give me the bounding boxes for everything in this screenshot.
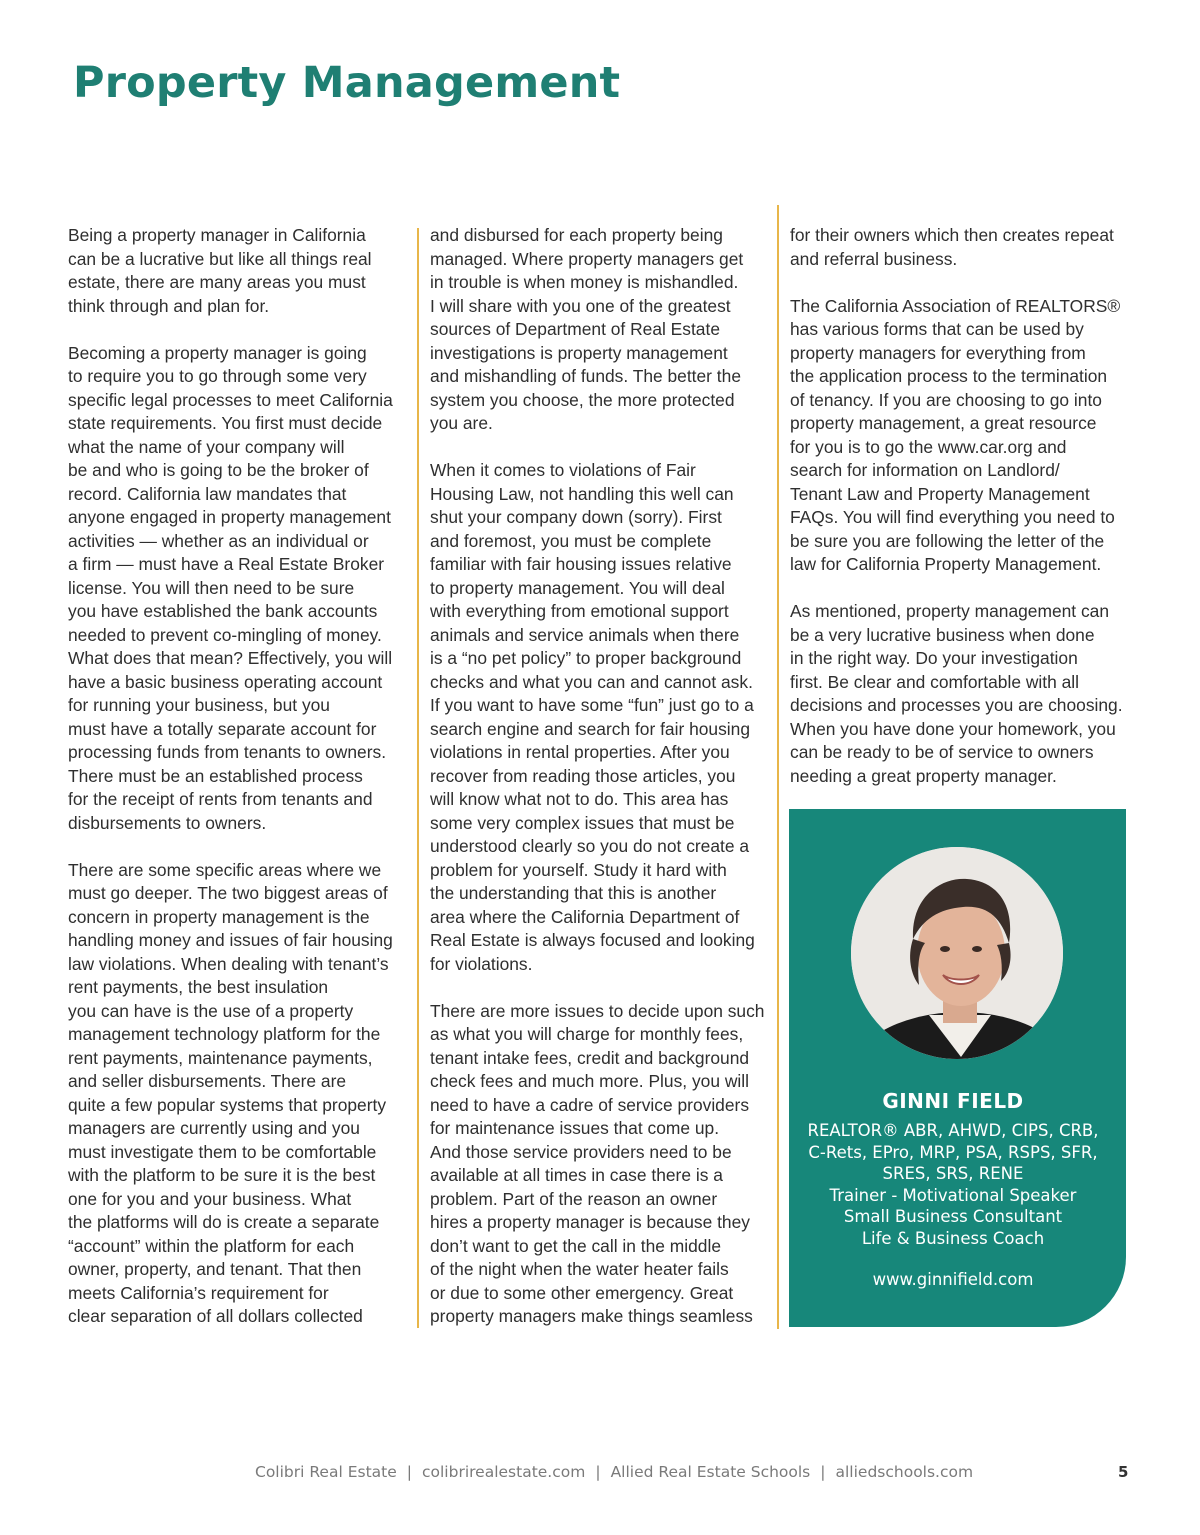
paragraph-line: for the receipt of rents from tenants and [68,789,373,809]
credential-line: REALTOR® ABR, AHWD, CIPS, CRB, [807,1121,1099,1140]
paragraph-line: activities — whether as an individual or [68,530,369,551]
paragraph-line: management technology platform for the [68,1024,381,1044]
column-divider [777,205,779,1329]
paragraph-line: one for you and your business. What [68,1188,352,1209]
author-portrait-icon [851,847,1063,1059]
paragraph-line: hires a property manager is because they [430,1212,750,1232]
page-title: Property Management [73,58,621,108]
paragraph-line: you are. [430,413,493,433]
paragraph-line: and mishandling of funds. The better the [430,366,741,386]
article-paragraph [68,342,410,836]
credential-line: Life & Business Coach [861,1228,1045,1248]
paragraph-line: have a basic business operating account [68,671,383,692]
paragraph-line: estate, there are many areas you must [68,272,366,292]
credential-line: SRES, SRS, RENE [882,1164,1024,1183]
paragraph-line: will know what not to do. This area has [430,789,729,809]
paragraph-line: must go deeper. The two biggest areas of [68,883,388,903]
paragraph-line: as what you will charge for monthly fees, [430,1024,744,1044]
paragraph-line: in the right way. Do your investigation [790,648,1078,668]
paragraph-line: managed. Where property managers get [430,248,744,269]
paragraph-line: needed to prevent co-mingling of money. [68,624,382,645]
paragraph-line: needing a great property manager. [790,765,1057,786]
paragraph-line: be a very lucrative business when done [790,624,1095,645]
paragraph-line: has various forms that can be used by [790,319,1084,339]
paragraph-line: I will share with you one of the greatest [430,295,731,316]
paragraph-line: for their owners which then creates repeat [790,225,1114,245]
paragraph-line: Real Estate is always focused and looking [430,930,755,950]
paragraph-line: and disbursed for each property being [430,225,723,245]
footer-text [255,1463,973,1481]
paragraph-line: with the platform to be sure it is the best [68,1165,376,1185]
article-paragraph [430,224,770,436]
paragraph-line: state requirements. You first must decide [68,413,383,433]
paragraph-line: owner, property, and tenant. That then [68,1259,362,1279]
paragraph-line: of the night when the water heater fails [430,1259,729,1279]
paragraph-line: some very complex issues that must be [430,812,735,833]
paragraph-line: for violations. [430,953,533,974]
paragraph-line: managers are currently using and you [68,1118,360,1138]
credential-line: Small Business Consultant [843,1207,1063,1226]
footer-separator: | [820,1463,826,1481]
article-paragraph [790,600,1135,788]
paragraph-line: be sure you are following the letter of the [790,530,1105,551]
paragraph-line: When it comes to violations of Fair [430,460,696,480]
credential-line: C-Rets, EPro, MRP, PSA, RSPS, SFR, [808,1142,1098,1162]
paragraph-line: check fees and much more. Plus, you will [430,1071,749,1091]
paragraph-line: There must be an established process [68,765,363,786]
footer-brand: Colibri Real Estate [255,1463,397,1481]
paragraph-line: clear separation of all dollars collected [68,1306,363,1326]
paragraph-line: problem for yourself. Study it hard with [430,859,727,880]
paragraph-line: can be a lucrative but like all things real [68,248,372,269]
paragraph-line: law violations. When dealing with tenant’s [68,953,389,974]
footer-link[interactable]: colibrirealestate.com [422,1463,586,1481]
paragraph-line: disbursements to owners. [68,812,267,833]
paragraph-line: quite a few popular systems that property [68,1094,387,1115]
paragraph-line: record. California law mandates that [68,483,347,504]
paragraph-line: the application process to the termination [790,366,1108,386]
article-column-1 [68,224,410,1329]
paragraph-line: available at all times in case there is a [430,1165,723,1185]
paragraph-line: Housing Law, not handling this well can [430,483,734,504]
paragraph-line: Being a property manager in California [68,225,366,245]
footer-separator: | [406,1463,412,1481]
paragraph-line: “account” within the platform for each [68,1235,355,1256]
article-paragraph [68,859,410,1329]
paragraph-line: tenant intake fees, credit and background [430,1047,750,1068]
paragraph-line: sources of Department of Real Estate [430,319,720,339]
paragraph-line: what the name of your company will [68,436,345,457]
paragraph-line: decisions and processes you are choosing. [790,695,1123,715]
paragraph-line: familiar with fair housing issues relative [430,554,732,574]
paragraph-line: area where the California Department of [430,906,740,927]
page-number: 5 [1118,1463,1129,1481]
paragraph-line: law for California Property Management. [790,554,1102,574]
author-name: GINNI FIELD [882,1089,1024,1113]
paragraph-line: property managers make things seamless [430,1306,753,1326]
footer-separator: | [595,1463,601,1481]
paragraph-line: recover from reading those articles, you [430,765,736,786]
paragraph-line: you can have is the use of a property [68,1000,354,1021]
paragraph-line: There are more issues to decide upon such [430,1000,765,1021]
paragraph-line: animals and service animals when there [430,624,740,645]
paragraph-line: don’t want to get the call in the middle [430,1235,721,1256]
paragraph-line: for maintenance issues that come up. [430,1118,720,1138]
paragraph-line: think through and plan for. [68,295,270,316]
paragraph-line: If you want to have some “fun” just go to a [430,695,754,715]
article-paragraph [430,459,770,976]
paragraph-line: search engine and search for fair housing [430,718,750,739]
paragraph-line: As mentioned, property management can [790,601,1110,621]
paragraph-line: in trouble is when money is mishandled. [430,272,739,292]
paragraph-line: property managers for everything from [790,342,1086,363]
paragraph-line: first. Be clear and comfortable with all [790,671,1080,692]
paragraph-line: anyone engaged in property management [68,507,391,527]
paragraph-line: meets California’s requirement for [68,1282,329,1303]
paragraph-line: a firm — must have a Real Estate Broker [68,554,385,574]
article-column-2 [430,224,770,1329]
paragraph-line: and foremost, you must be complete [430,530,712,551]
author-website-link[interactable]: www.ginnifield.com [872,1270,1034,1289]
credential-line: Trainer - Motivational Speaker [829,1185,1077,1205]
paragraph-line: property management, a great resource [790,413,1097,433]
article-paragraph [790,224,1135,271]
paragraph-line: concern in property management is the [68,906,370,927]
paragraph-line: specific legal processes to meet California [68,389,393,410]
paragraph-line: investigations is property management [430,342,728,363]
paragraph-line: rent payments, the best insulation [68,977,329,997]
paragraph-line: need to have a cadre of service providers [430,1094,750,1115]
paragraph-line: The California Association of REALTORS® [790,295,1121,316]
paragraph-line: Becoming a property manager is going [68,342,367,363]
paragraph-line: to property management. You will deal [430,577,725,598]
paragraph-line: for running your business, but you [68,695,330,715]
paragraph-line: or due to some other emergency. Great [430,1282,734,1303]
article-paragraph [430,1000,770,1329]
paragraph-line: to require you to go through some very [68,366,367,386]
author-credentials [789,1120,1117,1249]
paragraph-line: There are some specific areas where we [68,859,382,880]
author-bio-box [789,809,1126,1327]
paragraph-line: of tenancy. If you are choosing to go into [790,389,1102,410]
paragraph-line: be and who is going to be the broker of [68,460,369,480]
paragraph-line: understood clearly so you do not create a [430,836,750,856]
article-paragraph [68,224,410,318]
paragraph-line: violations in rental properties. After you [430,742,730,762]
paragraph-line: the platforms will do is create a separate [68,1212,380,1232]
paragraph-line: with everything from emotional support [430,601,729,621]
paragraph-line: Tenant Law and Property Management [790,483,1090,504]
paragraph-line: checks and what you can and cannot ask. [430,671,753,692]
paragraph-line: handling money and issues of fair housing [68,930,393,950]
paragraph-line: must investigate them to be comfortable [68,1141,377,1162]
paragraph-line: When you have done your homework, you [790,718,1116,739]
paragraph-line: What does that mean? Effectively, you will [68,648,393,668]
column-divider [417,228,419,1328]
paragraph-line: you have established the bank accounts [68,601,378,621]
paragraph-line: can be ready to be of service to owners [790,742,1094,762]
author-photo [851,847,1063,1059]
paragraph-line: must have a totally separate account for [68,718,377,739]
paragraph-line: And those service providers need to be [430,1141,732,1162]
paragraph-line: FAQs. You will find everything you need to [790,507,1115,527]
paragraph-line: processing funds from tenants to owners. [68,742,387,762]
article-paragraph [790,295,1135,577]
paragraph-line: shut your company down (sorry). First [430,507,722,527]
footer-brand: Allied Real Estate Schools [610,1463,811,1481]
footer-link[interactable]: alliedschools.com [835,1463,974,1481]
paragraph-line: license. You will then need to be sure [68,577,355,598]
paragraph-line: rent payments, maintenance payments, [68,1047,373,1068]
paragraph-line: the understanding that this is another [430,883,717,903]
paragraph-line: problem. Part of the reason an owner [430,1188,718,1209]
paragraph-line: search for information on Landlord/ [790,460,1060,480]
paragraph-line: and referral business. [790,248,958,269]
article-column-3 [790,224,1135,788]
paragraph-line: and seller disbursements. There are [68,1071,347,1091]
paragraph-line: system you choose, the more protected [430,389,735,410]
paragraph-line: is a “no pet policy” to proper background [430,648,742,668]
paragraph-line: for you is to go the www.car.org and [790,436,1067,457]
